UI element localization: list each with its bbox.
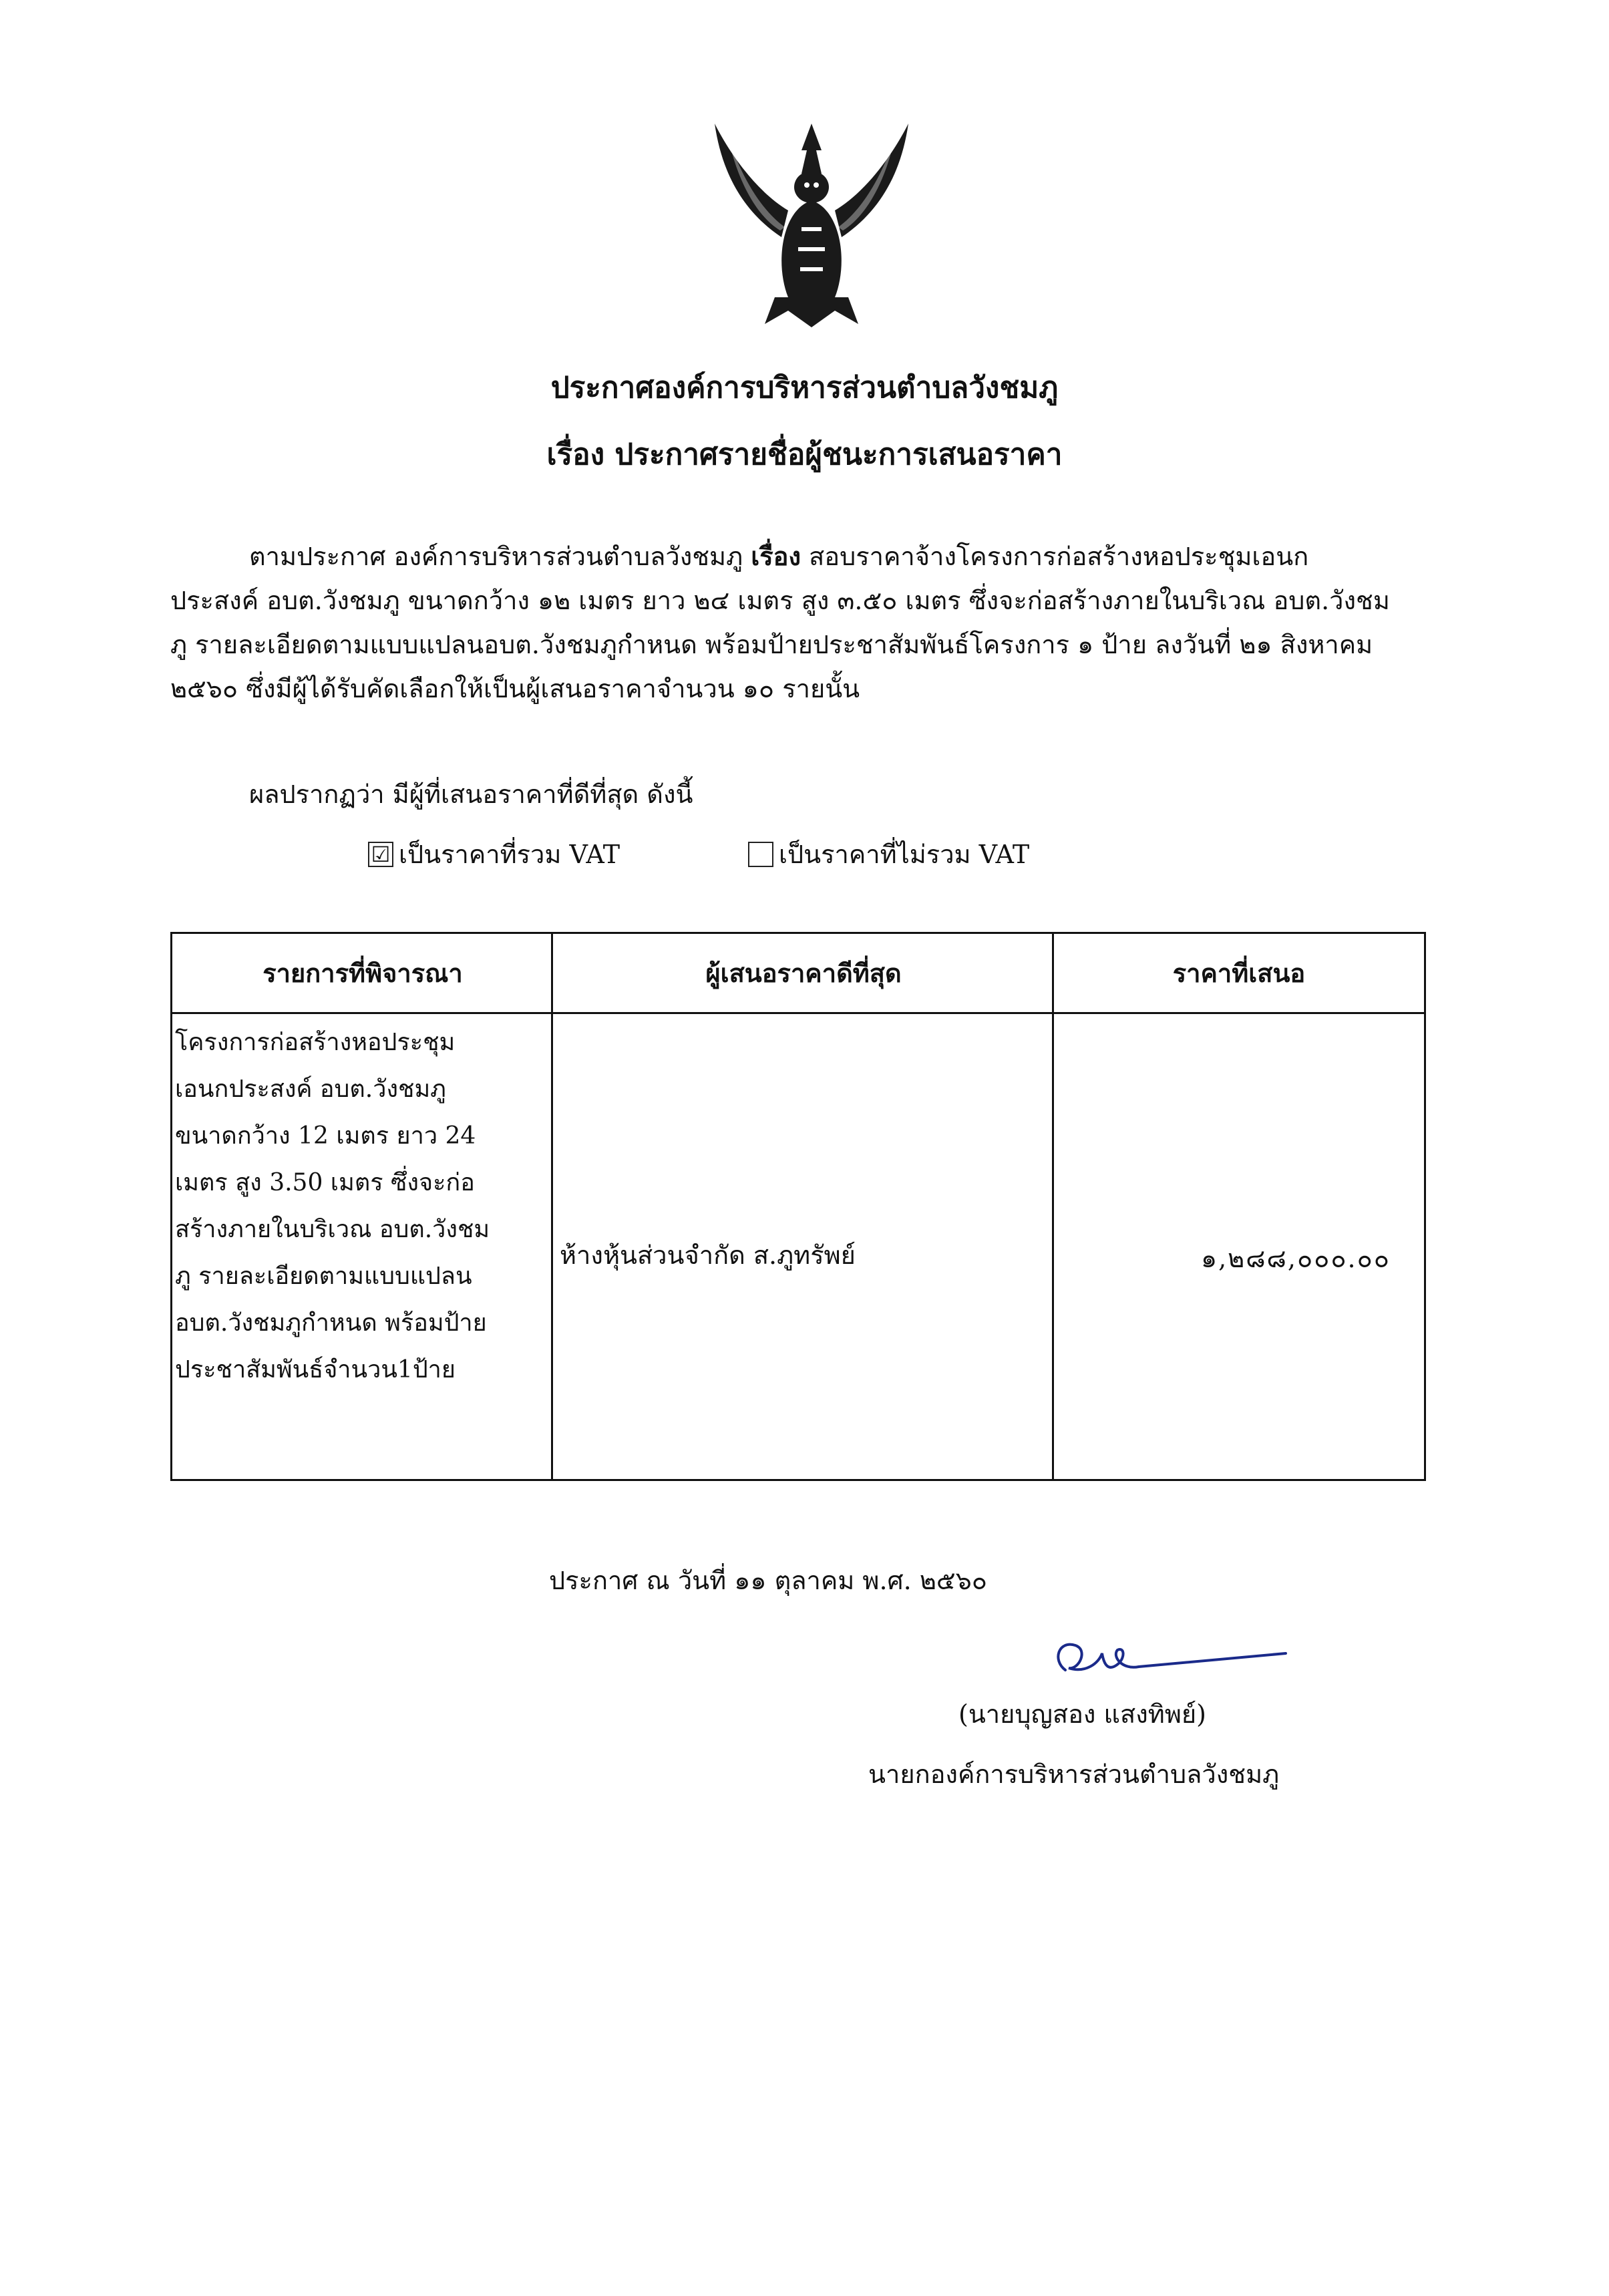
item-line: สร้างภายในบริเวณ อบต.วังชม	[175, 1216, 490, 1243]
body-line-3: ภู รายละเอียดตามแบบแปลนอบต.วังชมภูกำหนด พร้อมป้ายประชาสัมพันธ์โครงการ ๑ ป้าย ลงวันที่ ๒๑ สิงหาคม	[170, 630, 1373, 659]
body-line-4: ๒๕๖๐ ซึ่งมีผู้ได้รับคัดเลือกให้เป็นผู้เสนอราคาจำนวน ๑๐ รายนั้น	[170, 674, 860, 703]
item-line: ขนาดกว้าง 12 เมตร ยาว 24	[175, 1122, 476, 1150]
item-line: เอนกประสงค์ อบต.วังชมภู	[175, 1076, 446, 1103]
vat-excluded-label: เป็นราคาที่ไม่รวม VAT	[779, 840, 1030, 869]
announcement-title: ประกาศองค์การบริหารส่วนตำบลวังชมภู	[550, 371, 1059, 405]
checked-checkbox-icon: ☑	[368, 842, 393, 867]
announcement-subject: เรื่อง ประกาศรายชื่อผู้ชนะการเสนอราคา	[546, 438, 1063, 472]
winning-bidder: ห้างหุ้นส่วนจำกัด ส.ภูทรัพย์	[560, 1241, 856, 1270]
item-line: โครงการก่อสร้างหอประชุม	[175, 1029, 456, 1056]
item-description	[172, 1014, 553, 1393]
body-line-1: ตามประกาศ องค์การบริหารส่วนตำบลวังชมภู เรื่อง สอบราคาจ้างโครงการก่อสร้างหอประชุมเอนก	[249, 541, 1309, 571]
result-statement: ผลปรากฏว่า มีผู้ที่เสนอราคาที่ดีที่สุด ดังนี้	[249, 780, 693, 809]
garuda-emblem-icon	[701, 110, 922, 331]
signer-position: นายกองค์การบริหารส่วนตำบลวังชมภู	[868, 1760, 1280, 1789]
item-line: อบต.วังชมภูกำหนด พร้อมป้าย	[175, 1309, 487, 1337]
header-item: รายการที่พิจารณา	[172, 934, 553, 1014]
vat-included-option	[368, 834, 620, 874]
vat-included-label: เป็นราคาที่รวม VAT	[399, 840, 620, 869]
announcement-date: ประกาศ ณ วันที่ ๑๑ ตุลาคม พ.ศ. ๒๕๖๐	[549, 1566, 987, 1595]
header-bidder: ผู้เสนอราคาดีที่สุด	[553, 934, 1054, 1014]
signer-name: (นายบุญสอง แสงทิพย์)	[958, 1699, 1206, 1729]
winner-table	[170, 932, 1426, 1481]
item-line: เมตร สูง 3.50 เมตร ซึ่งจะก่อ	[175, 1169, 475, 1196]
offered-price: ๑,๒๘๘,๐๐๐.๐๐	[1200, 1244, 1391, 1273]
item-line: ภู รายละเอียดตามแบบแปลน	[175, 1263, 472, 1290]
item-line: ประชาสัมพันธ์จำนวน1ป้าย	[175, 1356, 456, 1383]
header-price: ราคาที่เสนอ	[1054, 934, 1424, 1014]
signature-icon	[1045, 1633, 1292, 1687]
column-divider	[1052, 934, 1054, 1479]
unchecked-checkbox-icon	[748, 842, 773, 867]
body-line-2: ประสงค์ อบต.วังชมภู ขนาดกว้าง ๑๒ เมตร ยาว ๒๔ เมตร สูง ๓.๕๐ เมตร ซึ่งจะก่อสร้างภายในบริเวณ อบต.วังชม	[170, 586, 1390, 615]
vat-excluded-option	[748, 834, 1029, 874]
body-paragraph	[170, 534, 1479, 711]
